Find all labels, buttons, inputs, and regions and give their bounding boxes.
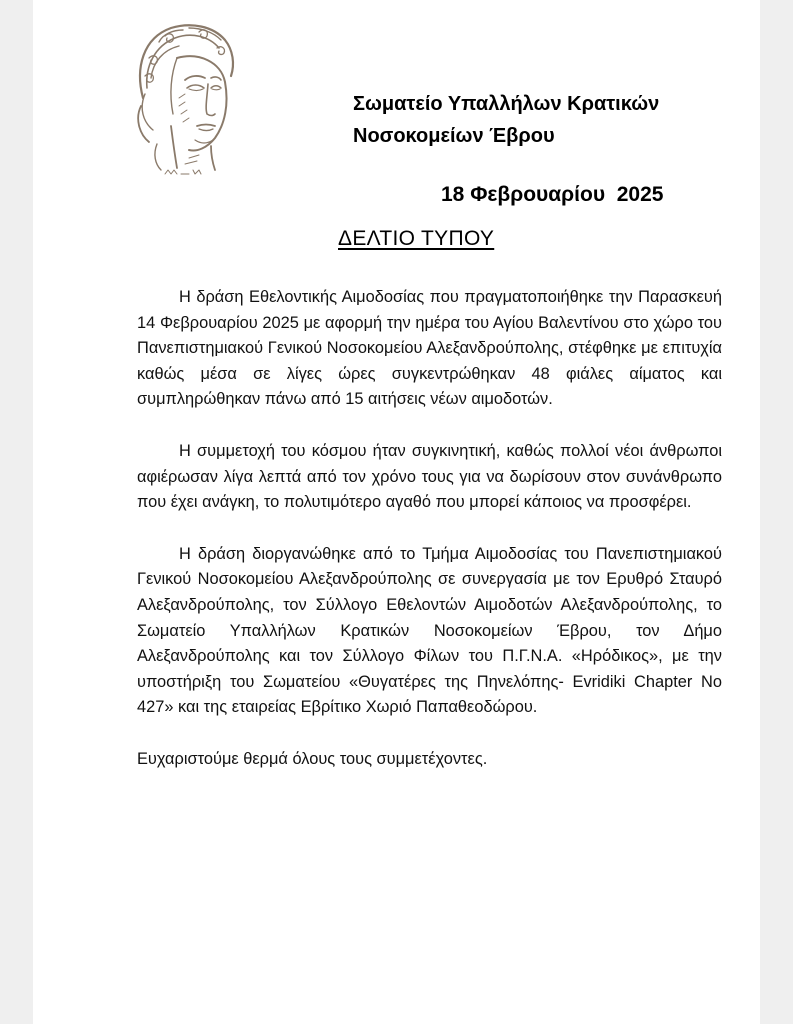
document-body <box>137 285 722 799</box>
document-page <box>33 0 760 1024</box>
organization-name <box>353 88 659 152</box>
document-date: 18 Φεβρουαρίου 2025 <box>441 183 664 206</box>
greek-head-sketch-icon <box>129 18 239 176</box>
organization-name-line-2: Νοσοκομείων Έβρου <box>353 125 555 147</box>
organization-name-line-1: Σωματείο Υπαλλήλων Κρατικών <box>353 93 660 115</box>
paragraph-2: Η συμμετοχή του κόσμου ήταν συγκινητική, καθώς πολλοί νέοι άνθρωποι αφιέρωσαν λίγα λεπτά από τον χρόνο τους για να δωρίσουν στον συνάνθρωπο που έχει ανάγκη, το πολυτιμότερο αγαθό που μπορεί κάποιος να προσφέρει. <box>137 441 722 512</box>
paragraph-1: Η δράση Εθελοντικής Αιμοδοσίας που πραγματοποιήθηκε την Παρασκευή 14 Φεβρουαρίου 2025 με αφορμή την ημέρα του Αγίου Βαλεντίνου στο χώρο του Πανεπιστημιακού Γενικού Νοσοκομείου Αλεξανδρούπολης, στέφθηκε με επιτυχία καθώς μέσα σε λίγες ώρες συγκεντρώθηκαν 48 φιάλες αίματος και συμπληρώθηκαν πάνω από 15 αιτήσεις νέων αιμοδοτών. <box>137 288 722 409</box>
document-title: ΔΕΛΤΙΟ ΤΥΠΟΥ <box>338 227 495 250</box>
paragraph-3: Η δράση διοργανώθηκε από το Τμήμα Αιμοδοσίας του Πανεπιστημιακού Γενικού Νοσοκομείου Αλεξανδρούπολης σε συνεργασία με τον Ερυθρό Σταυρό Αλεξανδρούπολης, τον Σύλλογο Εθελοντών Αιμοδοτών Αλεξανδρούπολης, το Σωματείο Υπαλλήλων Κρατικών Νοσοκομείων Έβρου, τον Δήμο Αλεξανδρούπολης και τον Σύλλογο Φίλων του Π.Γ.Ν.Α. «Ηρόδικος», με την υποστήριξη του Σωματείου «Θυγατέρες της Πηνελόπης- Evridiki Chapter No 427» και της εταιρείας Εβρίτικο Χωριό Παπαθεοδώρου. <box>137 544 722 717</box>
closing-line: Ευχαριστούμε θερμά όλους τους συμμετέχοντες. <box>137 749 488 768</box>
